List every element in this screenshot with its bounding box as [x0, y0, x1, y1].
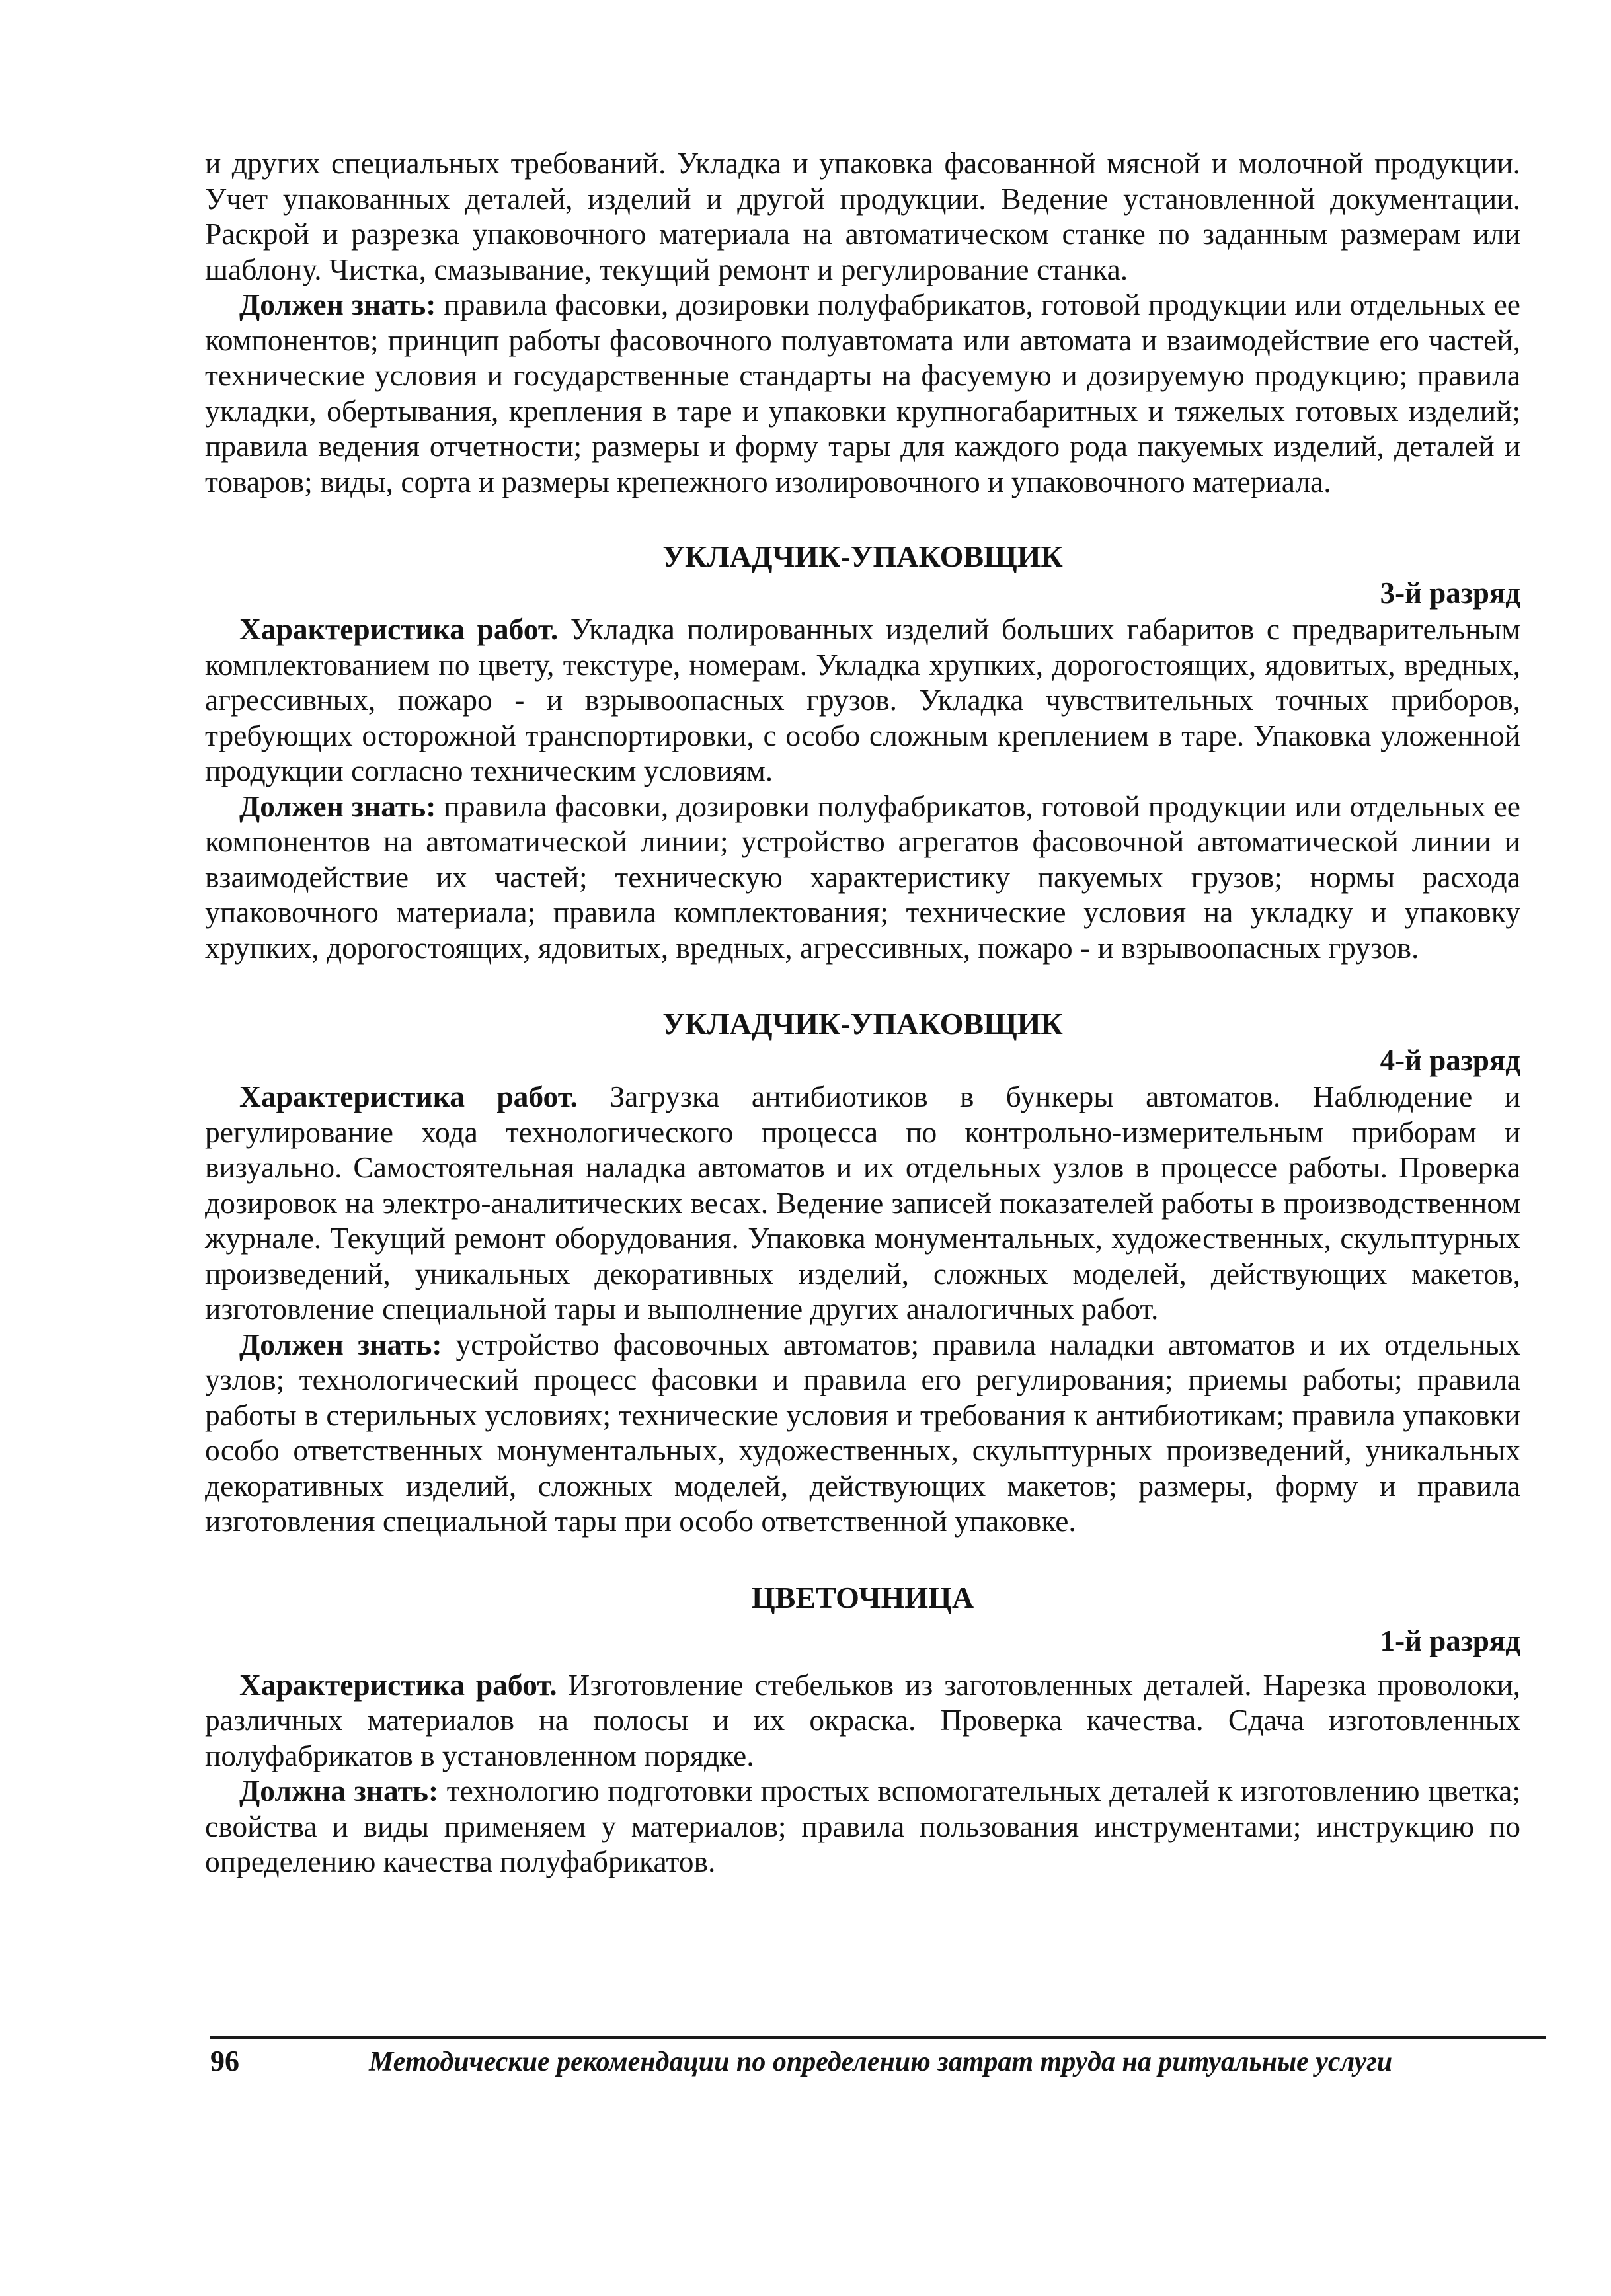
work-characteristics-paragraph: [205, 1079, 1520, 1327]
work-characteristics-paragraph: [205, 612, 1520, 789]
running-title: Методические рекомендации по определению затрат труда на ритуальные услуги: [369, 2047, 1393, 2077]
knowledge-paragraph: [205, 789, 1520, 966]
knowledge-label: Должна знать:: [239, 1774, 439, 1807]
work-text: Изготовление стебельков из заготовленных деталей. Нарезка проволоки, различных материалов на полосы и их окраска. Проверка качества. Сдача изготовленных полуфабрикатов в установленном порядке.: [205, 1667, 1520, 1772]
work-text: Укладка полированных изделий больших габаритов с предварительным комплектованием по цвету, текстуре, номерам. Укладка хрупких, дорогостоящих, ядовитых, вредных, агрессивных, пожаро - и взрывоопасных грузов. Укладка чувствительных точных приборов, требующих осторожной транспортировки, с особо сложным креплением в таре. Упаковка уложенной продукции согласно техническим условиям.: [205, 612, 1520, 787]
knowledge-text: устройство фасовочных автоматов; правила наладки автоматов и их отдельных узлов; технологический процесс фасовки и правила его регулирования; приемы работы; правила работы в стерильных условиях; технические условия и требования к антибиотикам; правила упаковки особо ответственных монументальных, художественных, скульптурных произведений, уникальных декоративных изделий, сложных моделей, действующих макетов; размеры, форму и правила изготовления специальной тары при особо ответственной упаковке.: [205, 1327, 1520, 1538]
knowledge-paragraph: [205, 1773, 1520, 1880]
page-content: [205, 145, 1520, 1880]
footer-row: [210, 2044, 1546, 2078]
work-text: Загрузка антибиотиков в бункеры автоматов. Наблюдение и регулирование хода технологического процесса по контрольно-измерительным приборам и визуально. Самостоятельная наладка автоматов и их отдельных узлов в процессе работы. Проверка дозировок на электро-аналитических весах. Ведение записей показателей работы в производственном журнале. Текущий ремонт оборудования. Упаковка монументальных, художественных, скульптурных произведений, уникальных декоративных изделий, сложных моделей, действующих макетов, изготовление специальной тары и выполнение других аналогичных работ.: [205, 1080, 1520, 1326]
page-number: 96: [210, 2045, 239, 2077]
rank-label: 1-й разряд: [1380, 1624, 1520, 1657]
section-title: УКЛАДЧИК-УПАКОВЩИК: [662, 1007, 1063, 1041]
section-florist-rank-1: [205, 1580, 1520, 1880]
footer-divider: [210, 2036, 1546, 2039]
rank-label: 4-й разряд: [1380, 1044, 1520, 1077]
work-label: Характеристика работ.: [239, 1667, 557, 1702]
section-title: УКЛАДЧИК-УПАКОВЩИК: [662, 539, 1063, 573]
knowledge-text: правила фасовки, дозировки полуфабрикатов, готовой продукции или отдельных ее компонентов; принцип работы фасовочного полуавтомата или автомата и взаимодействие его частей, технические условия и государственные стандарты на фасуемую и дозируемую продукцию; правила укладки, обертывания, крепления в таре и упаковки крупногабаритных и тяжелых готовых изделий; правила ведения отчетности; размеры и форму тары для каждого рода пакуемых изделий, деталей и товаров; виды, сорта и размеры крепежного изолировочного и упаковочного материала.: [205, 288, 1521, 498]
knowledge-text: правила фасовки, дозировки полуфабрикатов, готовой продукции или отдельных ее компонентов на автоматической линии; устройство агрегатов фасовочной автоматической линии и взаимодействие их частей; техническую характеристику пакуемых грузов; нормы расхода упаковочного материала; правила комплектования; технические условия на укладку и упаковку хрупких, дорогостоящих, ядовитых, вредных, агрессивных, пожаро - и взрывоопасных грузов.: [205, 789, 1521, 965]
work-label: Характеристика работ.: [239, 612, 559, 646]
intro-knowledge-paragraph: [205, 287, 1520, 499]
knowledge-label: Должен знать:: [239, 789, 436, 823]
intro-paragraph: и других специальных требований. Укладка и упаковка фасованной мясной и молочной продукции. Учет упакованных деталей, изделий и другой продукции. Ведение установленной документации. Раскрой и разрезка упаковочного материала на автоматическом станке по заданным размерам или шаблону. Чистка, смазывание, текущий ремонт и регулирование станка.: [205, 146, 1520, 286]
knowledge-paragraph: [205, 1327, 1520, 1539]
knowledge-label: Должен знать:: [239, 288, 436, 321]
knowledge-text: технологию подготовки простых вспомогательных деталей к изготовлению цветка; свойства и виды применяем у материалов; правила пользования инструментами; инструкцию по определению качества полуфабрикатов.: [205, 1774, 1520, 1878]
knowledge-label: Должен знать:: [239, 1327, 442, 1361]
section-title: ЦВЕТОЧНИЦА: [751, 1580, 974, 1614]
rank-label: 3-й разряд: [1380, 576, 1520, 610]
page-footer: [210, 2036, 1546, 2078]
section-packer-rank-4: [205, 1006, 1520, 1539]
work-characteristics-paragraph: [205, 1667, 1520, 1774]
intro-block: [205, 145, 1520, 499]
work-label: Характеристика работ.: [239, 1080, 578, 1113]
section-packer-rank-3: [205, 539, 1520, 965]
